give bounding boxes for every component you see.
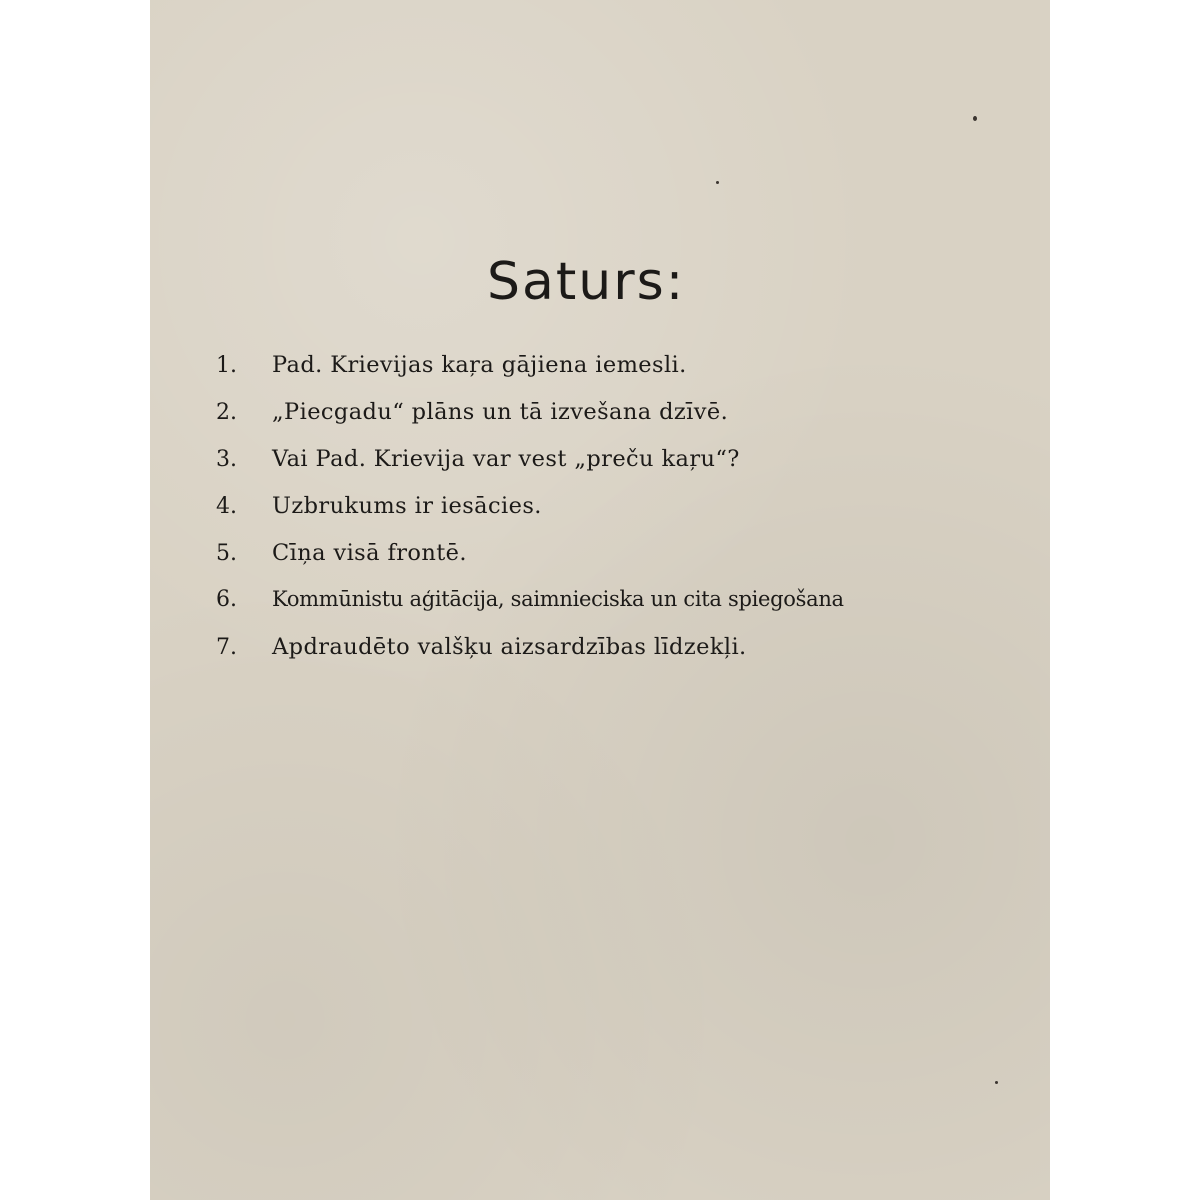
toc-item-text: Uzbrukums ir iesācies. [272,493,542,519]
toc-item [216,540,844,587]
toc-item-text: Pad. Krievijas kaŗa gājiena iemesli. [272,352,687,378]
table-of-contents [216,352,844,681]
toc-item-text: Vai Pad. Krievija var vest „preču kaŗu“? [272,446,740,472]
paper-speck [716,181,719,184]
toc-item [216,587,844,634]
toc-item-number: 5. [216,541,237,566]
toc-item [216,399,844,446]
toc-item-number: 2. [216,400,237,425]
toc-item-number: 7. [216,635,237,660]
toc-item [216,493,844,540]
toc-item [216,634,844,681]
toc-item-number: 4. [216,494,237,519]
toc-item-number: 1. [216,353,237,378]
toc-item [216,352,844,399]
toc-item-number: 6. [216,587,237,612]
toc-item-text: Cīņa visā frontē. [272,540,467,566]
page-title: Saturs: [487,252,686,312]
paper-speck [995,1081,998,1084]
toc-item-text: Kommūnistu aģitācija, saimnieciska un cita spiegošana [272,587,844,611]
toc-item [216,446,844,493]
toc-item-number: 3. [216,447,237,472]
toc-item-text: Apdraudēto valšķu aizsardzības līdzekļi. [272,634,747,660]
paper-speck [973,116,977,121]
book-page [150,0,1050,1200]
toc-item-text: „Piecgadu“ plāns un tā izvešana dzīvē. [272,399,729,425]
